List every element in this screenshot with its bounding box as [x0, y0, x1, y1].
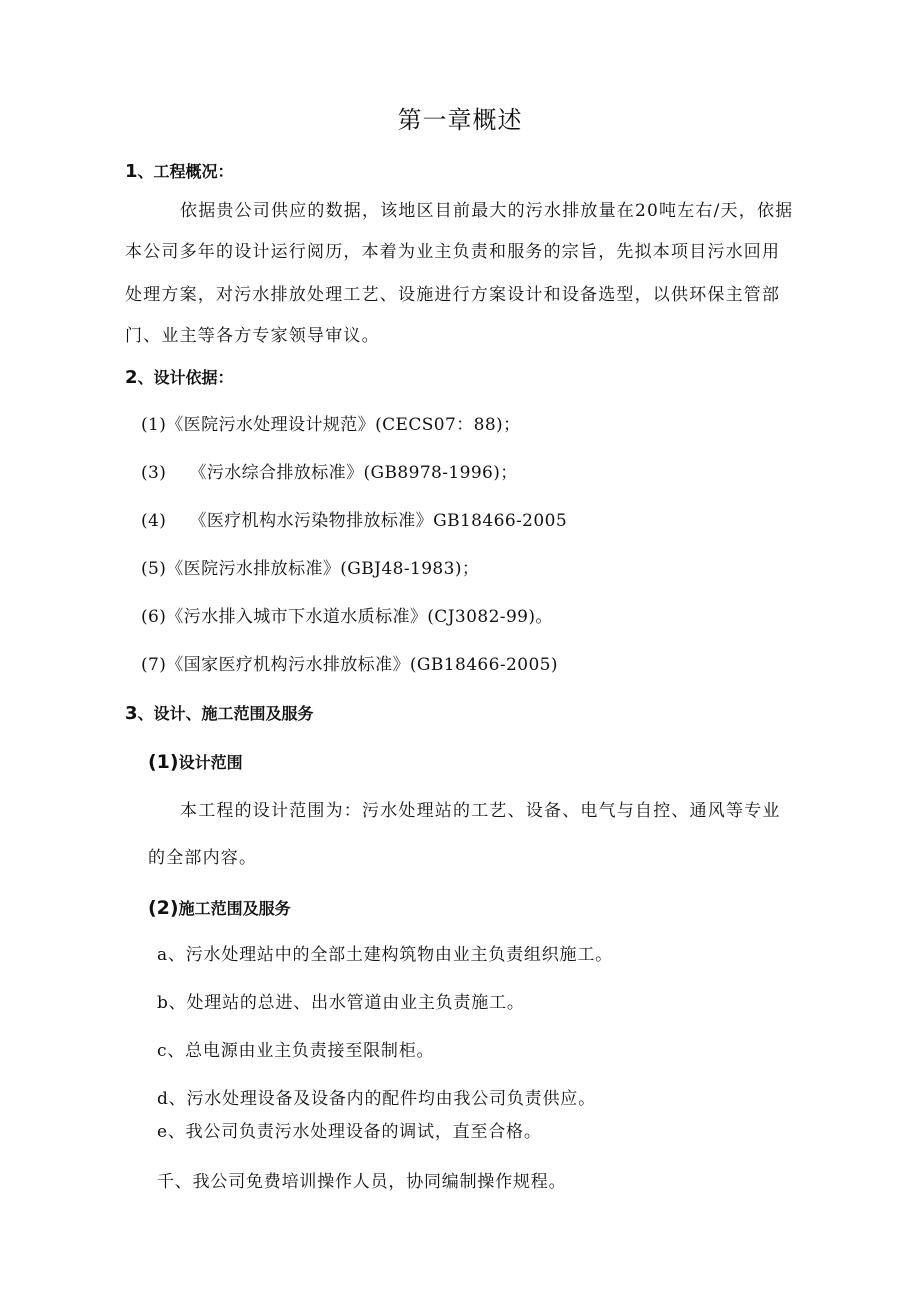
reference-item: (5)《医院污水排放标准》(GBJ48-1983)；: [141, 559, 480, 579]
subsection-1-number: (1): [148, 751, 179, 773]
service-item: a、污水处理站中的全部土建构筑物由业主负责组织施工。: [157, 945, 613, 965]
section-1-title: 、工程概况：: [137, 162, 234, 181]
subsection-2-heading: [148, 896, 291, 921]
reference-item: (7)《国家医疗机构污水排放标准》(GB18466-2005): [141, 655, 558, 675]
section-2-title: 、设计依据：: [137, 368, 234, 387]
reference-item: (4) 《医疗机构水污染物排放标准》GB18466-2005: [141, 511, 568, 531]
service-item: 千、我公司免费培训操作人员，协同编制操作规程。: [157, 1172, 567, 1192]
chapter-title: 第一章概述: [397, 106, 523, 134]
section-1-paragraph-line: 门、业主等各方专家领导审议。: [125, 326, 380, 346]
subsection-1-title: 设计范围: [178, 753, 243, 772]
subsection-2-title: 施工范围及服务: [178, 899, 291, 918]
section-2-number: 2: [125, 367, 138, 388]
subsection-1-paragraph-line: 本工程的设计范围为：污水处理站的工艺、设备、电气与自控、通风等专业: [180, 801, 781, 821]
section-1-paragraph-line: 本公司多年的设计运行阅历，本着为业主负责和服务的宗旨，先拟本项目污水回用: [125, 242, 781, 262]
service-item: e、我公司负责污水处理设备的调试，直至合格。: [157, 1122, 542, 1142]
section-1-paragraph-line: 依据贵公司供应的数据，该地区目前最大的污水排放量在20吨左右/天，依据: [180, 201, 794, 221]
section-1-number: 1: [125, 161, 138, 182]
section-3-number: 3: [125, 703, 138, 724]
reference-item: (3) 《污水综合排放标准》(GB8978-1996)；: [141, 463, 518, 483]
reference-item: (6)《污水排入城市下水道水质标准》(CJ3082-99)。: [141, 607, 553, 627]
service-item: c、总电源由业主负责接至限制柜。: [157, 1041, 435, 1061]
subsection-1-paragraph-line: 的全部内容。: [148, 848, 258, 868]
service-item: b、处理站的总进、出水管道由业主负责施工。: [157, 993, 525, 1013]
subsection-1-heading: [148, 750, 243, 775]
section-3-title: 、设计、施工范围及服务: [137, 704, 314, 723]
reference-item: (1)《医院污水处理设计规范》(CECS07：88)；: [141, 415, 521, 435]
service-item: d、污水处理设备及设备内的配件均由我公司负责供应。: [157, 1089, 596, 1109]
section-2-heading: [125, 366, 234, 390]
section-1-paragraph-line: 处理方案，对污水排放处理工艺、设施进行方案设计和设备选型，以供环保主管部: [125, 285, 781, 305]
section-3-heading: [125, 702, 314, 726]
subsection-2-number: (2): [148, 897, 179, 919]
section-1-heading: [125, 160, 234, 184]
